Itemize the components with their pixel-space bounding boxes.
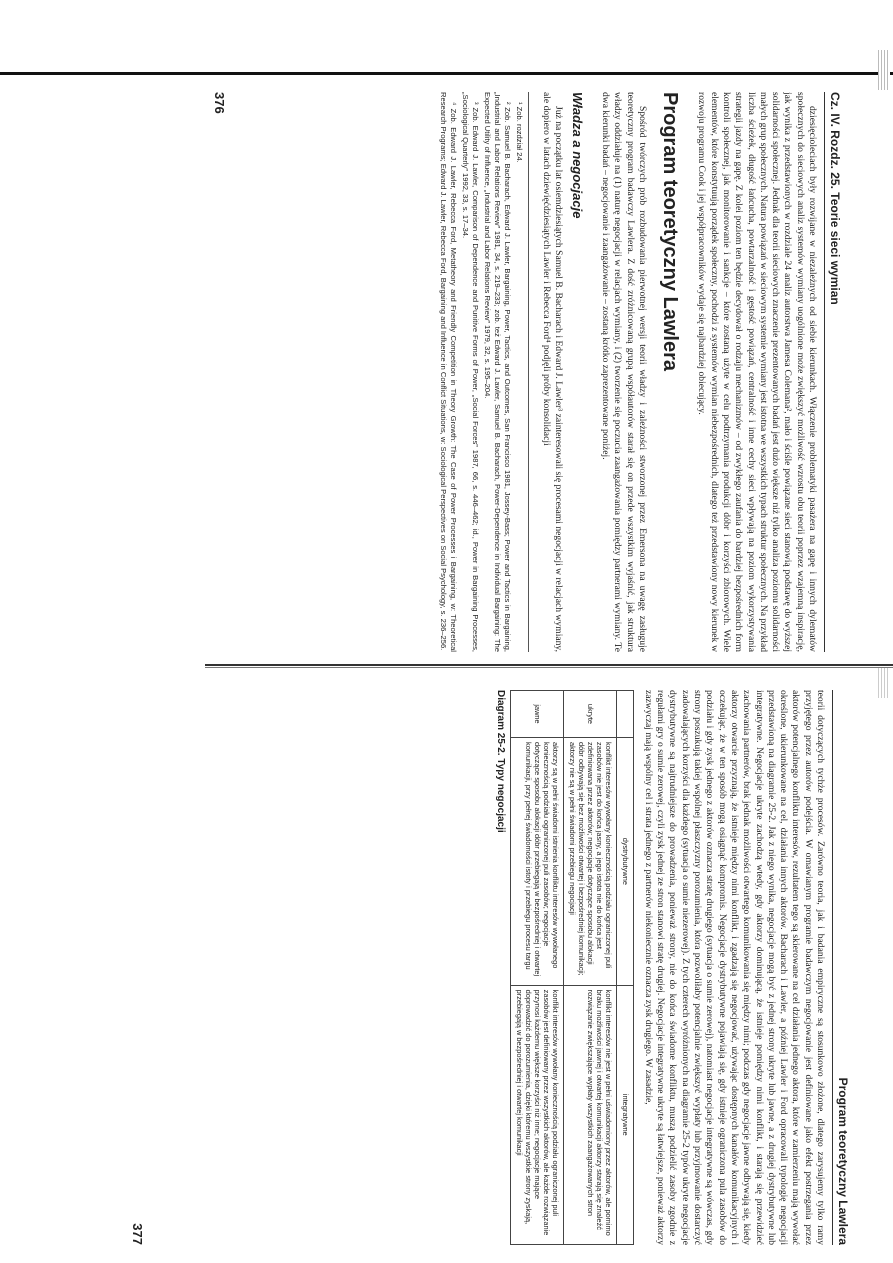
intro-paragraph: dziesięcioleciach były rozwijane w niezależnych od siebie kierunkach. Włączenie problematyki pasażera na gapę i innych dylematów społecznych do sieciowych analiz systemów wymiany uogólnione może zwiększyć możliwość wzrostu obu teorii poprzez wzajemną inspirację, jak wynika z przedstawionych w rozdziale 24 analiz autorstwa Jamesa Colemana², mało i ściśle powiązane sieci stanowią podstawę do wyższej solidarności społecznej. Jednak dla teorii sieciowych znaczenie prezentowanych badań jest dużo większe niż tylko analiza poziomu solidarności małych grup społecznych. Natura powiązań w sieciowym systemie wymiany jest istotna we wszystkich typach struktur społecznych. Na przykład liczba ścieżek, długość łańcucha, powtarzalność i gęstość powiązań, centralność i inne cechy sieci wpływają na poziom wykorzystywania strategii jazdy na gapę. Z kolei poziom ten będzie decydował o rodzaju mechanizmów – od zwykłego zaufania do bardziej bezpośrednich form kontroli społecznej, jak monitorowanie i sankcje – które zostaną użyte w celu podtrzymania produkcji dóbr i korzyści zbiorowych. Wiele elementów, które konstytuują porządek społeczny, pochodzi z systemów wymian niebezpośrednich, dlatego też przedstawiony nowy kierunek w rozwoju programu Cook i jej współpracowników wydaje się najbardziej obiecujący. (696, 92, 818, 652)
footnotes (438, 92, 529, 652)
diagram-corner-cell (617, 691, 633, 738)
subsection-paragraph: Już na początku lat osiemdziesiątych Samuel B. Bacharach i Edward J. Lawler³ zainteresowali się procesami negocjacji w relacjach wymiany, ale dopiero w latach dziewięćdziesiątych Lawler i Rebecca Ford⁴ podjęli próby konsolidacji (540, 92, 564, 652)
col-header-distributive: dystrybutywne (617, 738, 633, 986)
cell-hidden-distributive: konflikt interesów wywołany koniecznością podziału ograniczonej puli zasobów nie jest do końca jasny, a jego istota nie do końca jest zdefiniowana przez aktorów; negocjacje dotyczące sposobu alokacji dóbr odbywają się bez możliwości otwartej i bezpośredniej komunikacji; aktorzy nie są w pełni świadomi przebiegu negocjacji (564, 738, 617, 986)
cell-open-distributive: aktorzy są w pełni świadomi istnienia konfliktu interesów wywołanego koniecznością podziału ograniczonej puli zasobów; negocjacje dotyczące sposobu alokacji dóbr przebiegają w bezpośredniej i otwartej komunikacji, przy pełnej świadomości istoty i przebiegu procesu targu (511, 738, 564, 986)
running-head-text: Program teoretyczny Lawlera (836, 1077, 850, 1245)
footnote: ³ Zob. Edward J. Lawler, Comparison of Dependence and Punitive Forms of Power, „Social Forces” 1987, 66, s. 446–462; id., Power in Bargaining Processes, „Sociological Quarterly” 1992, 33, s. 17–34. (461, 92, 481, 652)
subsection-title: Władza a negocjacje (569, 92, 585, 219)
scan-margin-artifact (878, 50, 890, 90)
row-label-open: jawne (511, 691, 564, 738)
page-number: 376 (212, 92, 227, 114)
footnote: ² Zob. Samuel B. Bacharach, Edward J. Lawler, Bargaining, Power, Tactics, and Outcomes, San Francisco 1981, Jossey-Bass; Power and Tactics in Bargaining, „Industrial and Labor Relations Review” 1981, 34, s. 219–233; zob. też Edward J. Lawler, Samuel B. Bacharach, Power-Dependence in Individual Bargaining: The Expected Utility of Influence, „Industrial and Labor Relations Review” 1979, 32, s. 195–204. (483, 92, 513, 652)
running-head-text: Cz. IV. Rozdz. 25. Teorie sieci wymian (828, 92, 842, 305)
body-paragraph: teorii dotyczących tychże procesów. Zarówno teoria, jak i badania empiryczne są stosunkowo złożone, dlatego zarysujemy tylko ramy przyjętego przez autorów podejścia. W omawianym programie badawczym negocjowanie jest definiowane jako efekt postrzegania przez aktorów potencjalnego konfliktu interesów, rezultatem tego są skierowane na cel działania jednego aktora, które w zamierzeniu mają wywołać określone, ukierunkowane na cel, działania innych aktorów. Bacharach i Lawler, a później Lawler i Ford opracowali typologię negocjacji przedstawioną na diagramie 25-2. Jak z niego wynika, negocjacje mogą być z jednej strony ukryte lub jawne, a z drugiej dystrybutywne lub integratywne. Negocjacje ukryte zachodzą wtedy, gdy aktorzy dominującą, że istnieje pomiędzy nimi konflikt, i starają się przewidzieć zachowania partnerów, brak jednak możliwości otwartego komunikowania się między nimi; podczas gdy negocjacje jawne odbywają się, kiedy aktorzy otwarcie przyznają, że istnieje między nimi konflikt, i zgadzają się negocjować, używając dostępnych kanałów komunikacyjnych i oczekując, że w ten sposób mogą osiągnąć kompromis. Negocjacje dystrybutywne pojawiają się, gdy istnieje ograniczona pula zasobów do podziału i gdy zysk jednego z aktorów oznacza stratę drugiego (sytuacja o sumie zerowej), natomiast negocjacje integratywne są wówczas, gdy strony poszukują takiej wspólnej płaszczyzny porozumienia, która pozwoliłaby potencjalnie zwiększyć wypłaty lub przyjmowanie dostarczyć zadowalających korzyści dla każdego (sytuacja o sumie niezerowej). Z tych czterech wyróżnionych na diagramie 25-2 typów ukryte negocjacje dystrybutywne są najtrudniejsze do prowadzenia, ponieważ strony, nie do końca świadome konfliktu, muszą podzielić zasoby zgodnie z regułami gry o sumie zerowej, czyli zysk jednej ze stron stanowi stratę drugiej. Negocjacje integratywne ukryte są łatwiejsze, ponieważ aktorzy zazwyczaj mają wspólny cel i strata jednego z partnerów niekoniecznie oznacza zysk drugiego. W zasadzie, (642, 690, 826, 1245)
cell-hidden-integrative: konflikt interesów nie jest w pełni uświadomiony przez aktorów, ale pomimo braku możliwości jawnej i otwartej komunikacji aktorzy starają się znaleźć rozwiązanie zwiększające wypłaty wszystkich zaangażowanych stron (564, 985, 617, 1244)
page-376 (212, 92, 842, 652)
footnote: ¹ Zob. rozdział 24. (515, 102, 525, 163)
scan-edge-line (0, 72, 893, 75)
diagram-caption: Diagram 25-2. Typy negocjacji (495, 690, 507, 833)
section-paragraph: Spośród twórczych prób rozbudowania pierwotnej wersji teorii władzy i zależności stworzonej przez Emersona na uwagę zasługuje teoretyczny program badawczy Lawlera. Z dość zróżnicowaną grupą współautorów starał się on przede wszystkim wyjaśnić, jak struktura władzy oddziałuje na (1) naturę negocjacji w relacjach wymiany, i (2) tworzenie się poczucia zaangażowania pomiędzy partnerami wymiany. Te dwa kierunki badań – negocjowanie i zaangażowanie – zostaną krótko zaprezentowane poniżej. (600, 92, 649, 652)
page-fold-line-shadow (205, 667, 893, 668)
running-head (824, 92, 842, 652)
page-377 (130, 690, 850, 1245)
running-head (832, 690, 850, 1245)
footnote: ⁴ Zob. Edward J. Lawler, Rebecca Ford, Metatheory and Friendly Competition in Theory Growth: The Case of Power Processes i Bargaining, w: Theoretical Research Programs; Edward J. Lawler, Rebecca Ford, Bargaining and Influence in Conflict Situations, w: Sociological Perspectives on Social Psychology, s. 236–256. (439, 92, 459, 652)
col-header-integrative: integratywne (617, 985, 633, 1244)
negotiation-types-diagram (510, 690, 633, 1245)
page-fold-line (205, 664, 893, 666)
row-label-hidden: ukryte (564, 691, 617, 738)
cell-open-integrative: konflikt interesów wywołany koniecznością podziału ograniczonej puli zasobów jest definiowany przez wszystkich aktorów, ale każde rozwiązanie przynosi każdemu większe korzyści niż inne; negocjacje mające doprowadzić do porozumienia, dzięki któremu wszystkie strony zyskają, przebiegają w bezpośredniej i otwartej komunikacji (511, 985, 564, 1244)
page-number: 377 (130, 1223, 145, 1245)
section-title: Program teoretyczny Lawlera (659, 92, 682, 371)
scan-margin-artifact-lower (878, 668, 890, 698)
